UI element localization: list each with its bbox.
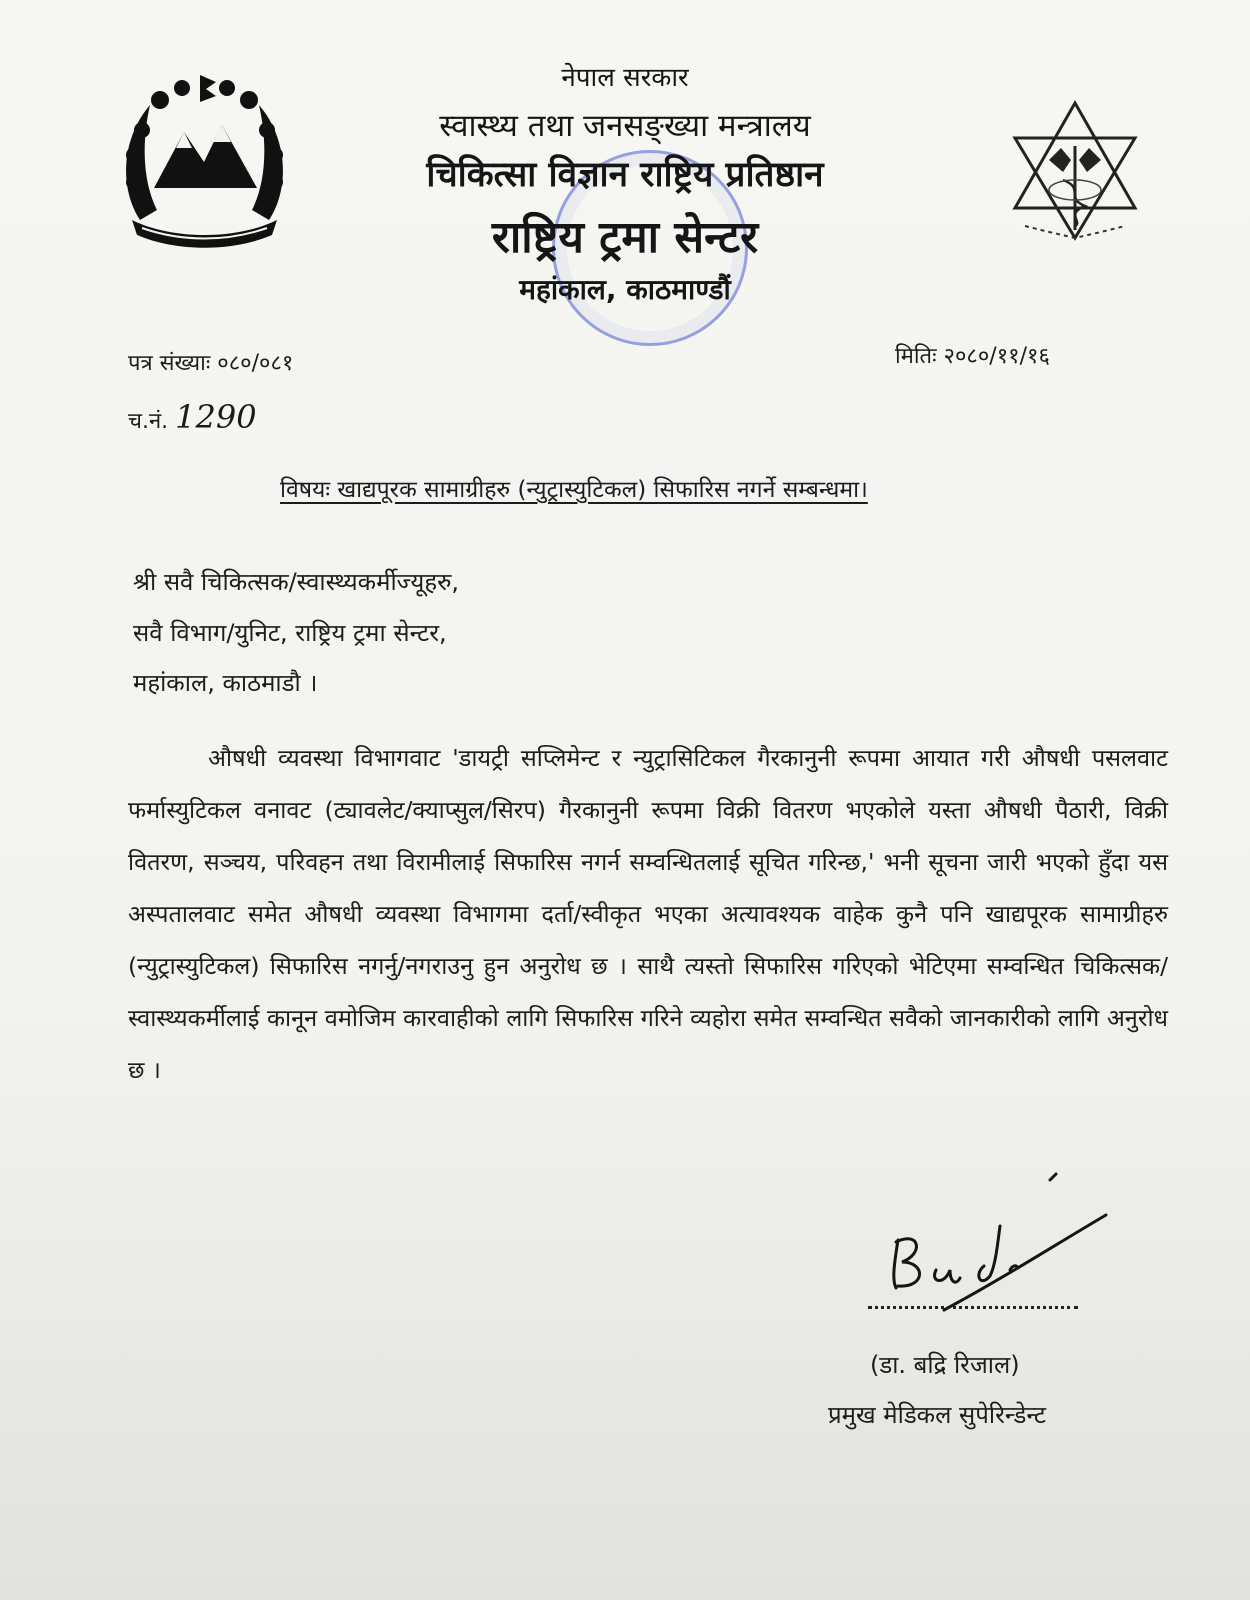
header-ministry: स्वास्थ्य तथा जनसङ्ख्या मन्त्रालय: [439, 108, 811, 144]
header-location: महांकाल, काठमाण्डौं: [519, 273, 731, 306]
letter-subject: विषयः खाद्यपूरक सामाग्रीहरु (न्युट्रास्युटिकल) सिफारिस नगर्ने सम्बन्धमा।: [280, 477, 868, 503]
letter-number-value: ०८०/०८१: [217, 351, 294, 376]
letter-number-label: पत्र संख्याः: [128, 351, 211, 376]
letter-number: [128, 347, 293, 377]
dispatch-number-label: च.नं.: [128, 409, 169, 434]
addressee-line-2: सवै विभाग/युनिट, राष्ट्रिय ट्रमा सेन्टर,: [133, 619, 447, 647]
header-center: राष्ट्रिय ट्रमा सेन्टर: [491, 212, 759, 263]
letter-body: औषधी व्यवस्था विभागवाट 'डायट्री सप्लिमेन्ट र न्युट्रासिटिकल गैरकानुनी रूपमा आयात गरी औषधी पसलवाट फर्मास्युटिकल वनावट (ट्यावलेट/क्याप्सुल/सिरप) गैरकानुनी रूपमा विक्री वितरण भएकोले यस्ता औषधी पैठारी, विक्री वितरण, सञ्चय, परिवहन तथा विरामीलाई सिफारिस नगर्न सम्वन्धितलाई सूचित गरिन्छ,' भनी सूचना जारी भएको हुँदा यस अस्पतालवाट समेत औषधी व्यवस्था विभागमा दर्ता/स्वीकृत भएका अत्यावश्यक वाहेक कुनै पनि खाद्यपूरक सामाग्रीहरु (न्युट्रास्युटिकल) सिफारिस नगर्नु/नगराउनु हुन अनुरोध छ । साथै त्यस्तो सिफारिस गरिएको भेटिएमा सम्वन्धित चिकित्सक/स्वास्थ्यकर्मीलाई कानून वमोजिम कारवाहीको लागि सिफारिस गरिने व्यहोरा समेत सम्वन्धित सवैको जानकारीको लागि अनुरोध छ ।: [128, 744, 1168, 1084]
letter-date-label: मितिः: [895, 344, 937, 369]
letter-date-value: २०८०/११/१६: [943, 344, 1050, 369]
addressee-line-3: महांकाल, काठमाडौ ।: [133, 669, 318, 697]
letter-date: [895, 340, 1050, 370]
handwritten-signature-icon: [880, 1170, 1120, 1320]
dispatch-number: [128, 398, 257, 436]
addressee-line-1: श्री सवै चिकित्सक/स्वास्थ्यकर्मीज्यूहरु,: [133, 568, 460, 596]
signatory-name: (डा. बद्रि रिजाल): [870, 1351, 1020, 1379]
signature-line: [868, 1306, 1078, 1309]
dispatch-number-value: 1290: [175, 398, 257, 436]
header-government: नेपाल सरकार: [561, 63, 689, 93]
header-institute: चिकित्सा विज्ञान राष्ट्रिय प्रतिष्ठान: [426, 155, 824, 195]
signatory-title: प्रमुख मेडिकल सुपेरिन्डेन्ट: [828, 1401, 1046, 1429]
